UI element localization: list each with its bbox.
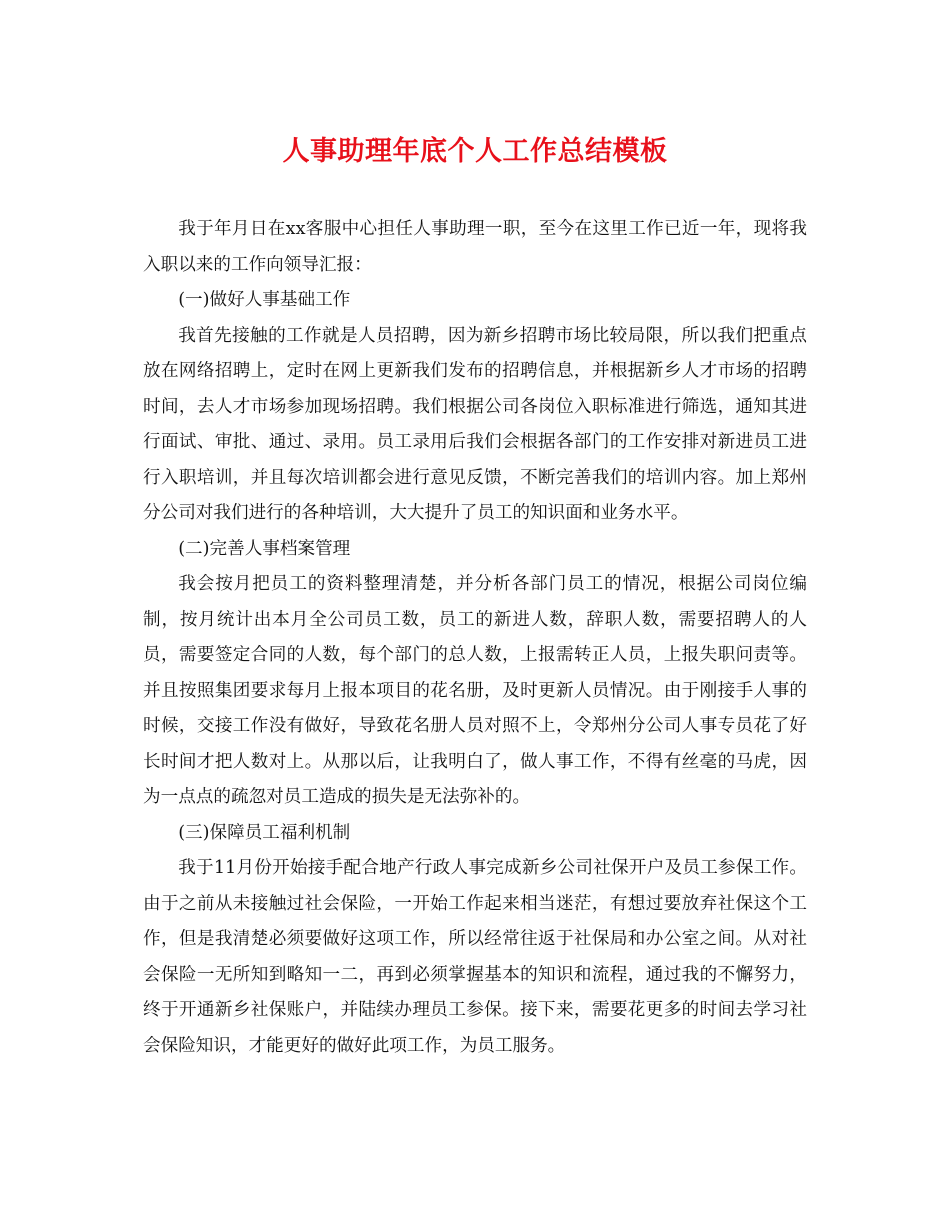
document-title: 人事助理年底个人工作总结模板 bbox=[282, 136, 668, 167]
section-paragraph-2: 我会按月把员工的资料整理清楚，并分析各部门员工的情况，根据公司岗位编制，按月统计出本月全公司员工数，员工的新进人数，辞职人数，需要招聘人的人员，需要签定合同的人数，每个部门的总人数，上报需转正人员，上报失职问责等。并且按照集团要求每月上报本项目的花名册，及时更新人员情况。由于刚接手人事的时候，交接工作没有做好，导致花名册人员对照不上，令郑州分公司人事专员花了好长时间才把人数对上。从那以后，让我明白了，做人事工作，不得有丝毫的马虎，因为一点点的疏忽对员工造成的损失是无法弥补的。 bbox=[143, 574, 807, 807]
intro-paragraph: 我于年月日在xx客服中心担任人事助理一职，至今在这里工作已近一年，现将我入职以来的工作向领导汇报： bbox=[143, 219, 807, 275]
section-paragraph-3: 我于11月份开始接手配合地产行政人事完成新乡公司社保开户及员工参保工作。由于之前从未接触过社会保险，一开始工作起来相当迷茫，有想过要放弃社保这个工作，但是我清楚必须要做好这项工作，所以经常往返于社保局和办公室之间。从对社会保险一无所知到略知一二，再到必须掌握基本的知识和流程，通过我的不懈努力，终于开通新乡社保账户，并陆续办理员工参保。接下来，需要花更多的时间去学习社会保险知识，才能更好的做好此项工作，为员工服务。 bbox=[143, 858, 807, 1056]
section-heading-1: (一)做好人事基础工作 bbox=[178, 290, 351, 310]
document-body bbox=[143, 212, 807, 1064]
section-heading-3: (三)保障员工福利机制 bbox=[178, 822, 351, 843]
section-heading-2: (二)完善人事档案管理 bbox=[178, 538, 351, 559]
section-paragraph-1: 我首先接触的工作就是人员招聘，因为新乡招聘市场比较局限，所以我们把重点放在网络招聘上，定时在网上更新我们发布的招聘信息，并根据新乡人才市场的招聘时间，去人才市场参加现场招聘。我们根据公司各岗位入职标准进行筛选，通知其进行面试、审批、通过、录用。员工录用后我们会根据各部门的工作安排对新进员工进行入职培训，并且每次培训都会进行意见反馈，不断完善我们的培训内容。加上郑州分公司对我们进行的各种培训，大大提升了员工的知识面和业务水平。 bbox=[143, 325, 807, 523]
